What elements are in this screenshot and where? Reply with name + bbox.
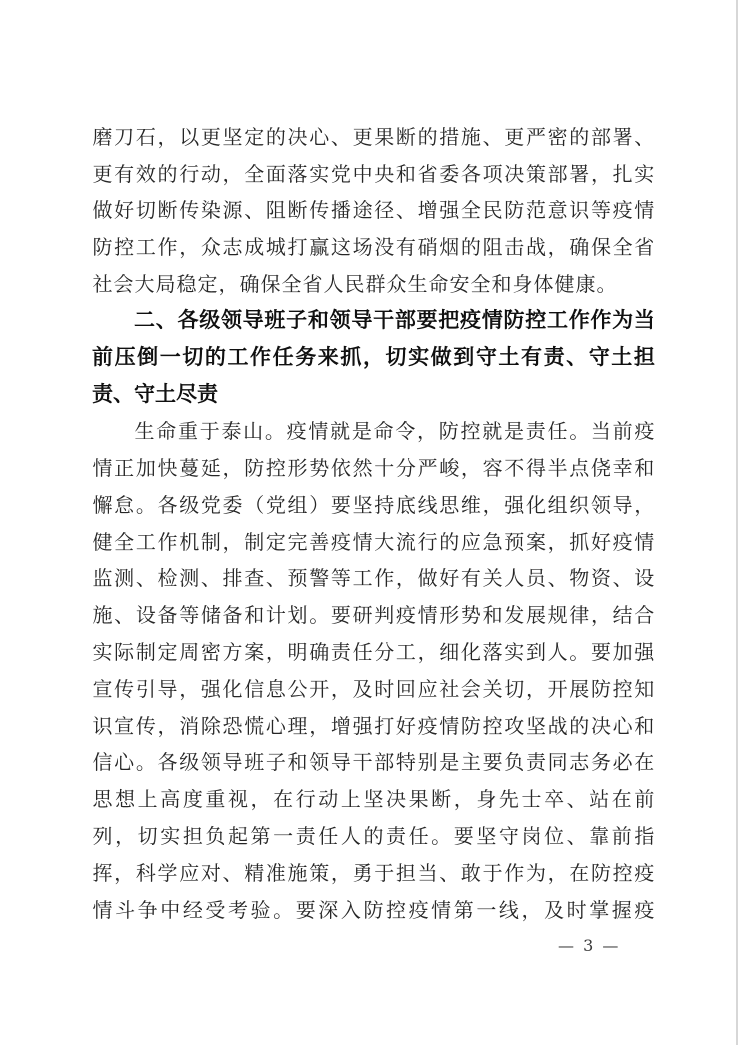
text-line: 懈 怠 。 各 级 党 委 （ 党 组 ） 要 坚 持 底 线 思 维 ， 强 化 组 织 领 导 ， (92, 492, 655, 517)
document-body (92, 117, 655, 927)
text-line: 信 心 。 各 级 领 导 班 子 和 领 导 干 部 特 别 是 主 要 负 责 同 志 务 必 在 (92, 750, 655, 775)
page-number: — 3 — (558, 936, 621, 955)
text-line: 生 命 重 于 泰 山 。 疫 情 就 是 命 令 ， 防 控 就 是 责 任 。 当 前 疫 (134, 419, 655, 444)
text-line: 施 、 设 备 等 储 备 和 计 划 。 要 研 判 疫 情 形 势 和 发 展 规 律 ， 结 合 (92, 603, 655, 628)
text-line: 更 有 效 的 行 动 ， 全 面 落 实 党 中 央 和 省 委 各 项 决 策 部 署 ， 扎 实 (92, 161, 655, 186)
text-line: 实 际 制 定 周 密 方 案 ， 明 确 责 任 分 工 ， 细 化 落 实 到 人 。 要 加 强 (92, 640, 655, 665)
scan-edge-line (736, 0, 738, 1045)
text-line: 情 正 加 快 蔓 延 ， 防 控 形 势 依 然 十 分 严 峻 ， 容 不 得 半 点 侥 幸 和 (92, 456, 655, 481)
text-line: 做 好 切 断 传 染 源 、 阻 断 传 播 途 径 、 增 强 全 民 防 范 意 识 等 疫 情 (92, 198, 655, 223)
text-line: 监 测 、 检 测 、 排 查 、 预 警 等 工 作 ， 做 好 有 关 人 员 、 物 资 、 设 (92, 566, 655, 591)
text-line: 思 想 上 高 度 重 视 ， 在 行 动 上 坚 决 果 断 ， 身 先 士 卒 、 站 在 前 (92, 787, 655, 812)
text-line: 防 控 工 作 ， 众 志 成 城 打 赢 这 场 没 有 硝 烟 的 阻 击 战 ， 确 保 全 省 (92, 235, 655, 260)
text-line: 宣 传 引 导 ， 强 化 信 息 公 开 ， 及 时 回 应 社 会 关 切 ， 开 展 防 控 知 (92, 676, 655, 701)
text-line: 社 会 大 局 稳 定 ， 确 保 全 省 人 民 群 众 生 命 安 全 和 身 体 健 康 。 (92, 272, 617, 297)
heading-line: 二 、 各 级 领 导 班 子 和 领 导 干 部 要 把 疫 情 防 控 工 作 作 为 当 (134, 308, 655, 333)
text-line: 挥 ， 科 学 应 对 、 精 准 施 策 ， 勇 于 担 当 、 敢 于 作 为 ， 在 防 控 疫 (92, 860, 655, 885)
text-line: 识 宣 传 ， 消 除 恐 慌 心 理 ， 增 强 打 好 疫 情 防 控 攻 坚 战 的 决 心 和 (92, 713, 655, 738)
text-line: 磨 刀 石 ， 以 更 坚 定 的 决 心 、 更 果 断 的 措 施 、 更 严 密 的 部 署 、 (92, 124, 655, 149)
text-line: 健 全 工 作 机 制 ， 制 定 完 善 疫 情 大 流 行 的 应 急 预 案 ， 抓 好 疫 情 (92, 529, 655, 554)
heading-line: 责 、 守 土 尽 责 (92, 381, 218, 406)
heading-line: 前 压 倒 一 切 的 工 作 任 务 来 抓 ， 切 实 做 到 守 土 有 责 、 守 土 担 (92, 345, 655, 370)
text-line: 情 斗 争 中 经 受 考 验 。 要 深 入 防 控 疫 情 第 一 线 ， 及 时 掌 握 疫 (92, 897, 655, 922)
text-line: 列 ， 切 实 担 负 起 第 一 责 任 人 的 责 任 。 要 坚 守 岗 位 、 靠 前 指 (92, 824, 655, 849)
